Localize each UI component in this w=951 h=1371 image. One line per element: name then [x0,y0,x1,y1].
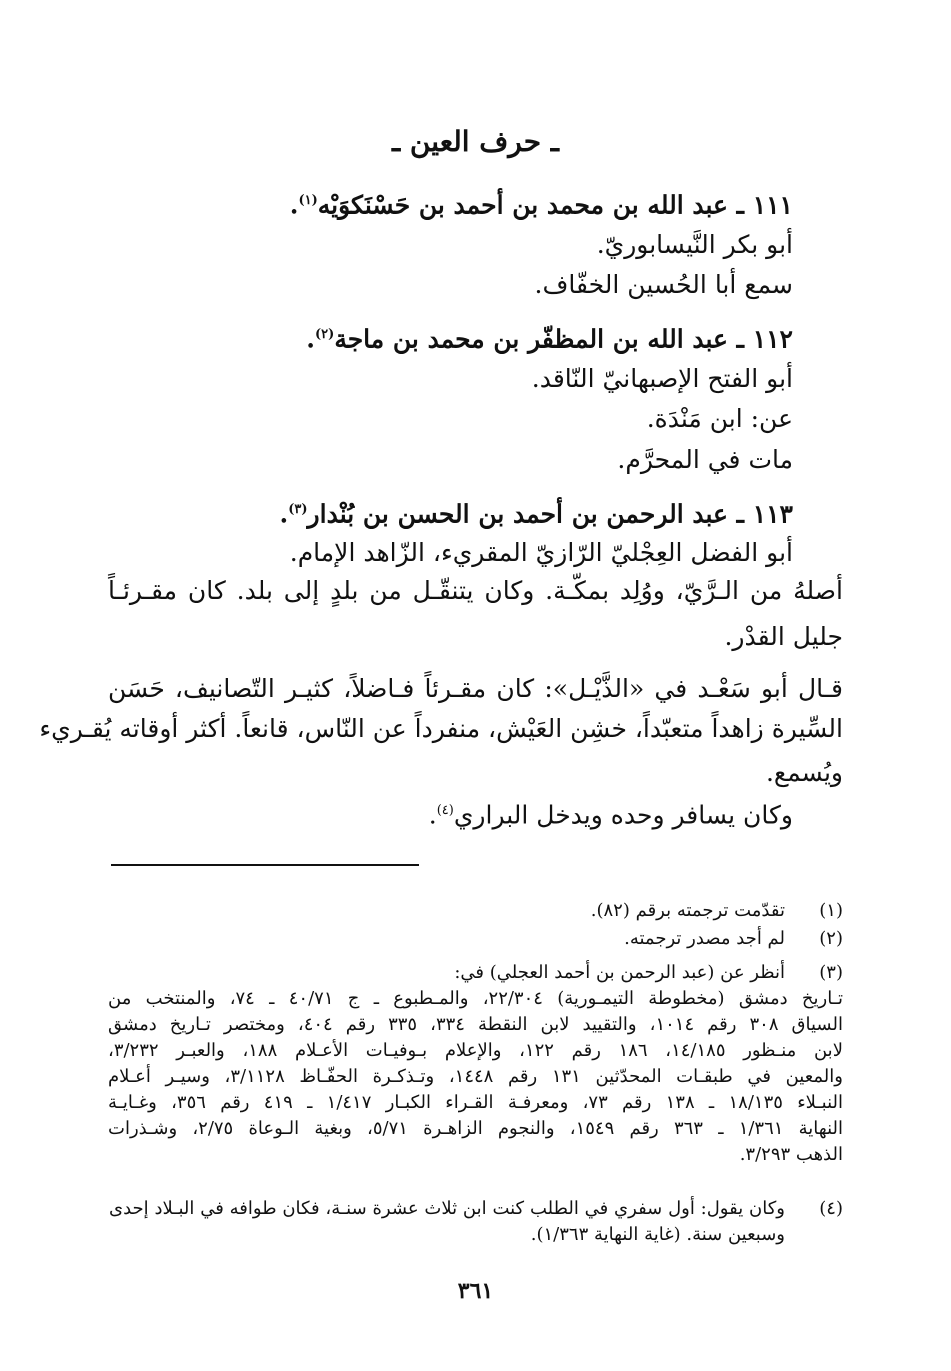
footnote-divider [111,864,419,866]
entry-113-last-line: وكان يسافر وحده ويدخل البراري$^{(٤)}$. [428,800,793,830]
footnote-line: تقدّمت ترجمته برقم (٨٢). [590,900,785,921]
footnote-number: (١) [819,900,843,921]
entry-113-quote-line: السِّيرة زاهداً متعبّداً، خشِن العَيْش، منفرداً عن النّاس، قانعاً. أكثر أوقاته يُقـريء [39,714,843,743]
footnote-line: والمعين في طبقـات المحدّثين ١٣١ رقم ١٤٤٨، وتـذكـرة الحفّـاظ ٣/١١٢٨، وسيـر أعـلام [108,1066,843,1087]
entry-113-paragraph-line: أصلهُ من الـرَّيّ، ووُلِد بمكّـة. وكان يتنقّـل من بلدٍ إلى بلد. كان مقـرئـاً [108,576,843,605]
footnote-line: الذهب ٣/٢٩٣. [739,1144,843,1165]
footnote-line: النبـلاء ١٨/١٣٥ ـ ١٣٨ رقم ٧٣، ومعرفـة القـراء الكبـار ١/٤١٧ ـ ٤١٩ رقم ٣٥٦، وغـايـة [108,1092,844,1113]
entry-113-line: أبو الفضل العِجْليّ الرّازيّ المقريء، الزّاهد الإمام. [289,538,793,567]
page-number: ٣٦١ [457,1278,494,1304]
entry-112-line: أبو الفتح الإصبهانيّ النّاقد. [531,364,793,393]
footnote-ref-4: (٤) [436,803,454,818]
entry-112-title: ١١٢ ـ عبد الله بن المظفّر بن محمد بن ماجة$^{(٢)}$. [306,324,793,354]
footnote-line: وكان يقول: أول سفري في الطلب كنت ابن ثلاث عشرة سنـة، فكان طوافه في البـلاد إحدى [109,1198,785,1219]
entry-111-title: ١١١ ـ عبد الله بن محمد بن أحمد بن حَسْنَكوَيْه$^{(١)}$. [289,190,793,220]
entry-112-line: مات في المحرَّم. [617,445,793,474]
entry-113-quote-line: ويُسمع. [765,758,843,787]
footnote-line: وسبعين سنة. (غاية النهاية ١/٣٦٣). [530,1224,785,1245]
section-heading: ـ حرف العين ـ [391,125,559,158]
footnote-number: (٤) [819,1198,843,1219]
footnote-line: أنظر عن (عبد الرحمن بن أحمد العجلي) في: [454,962,785,983]
entry-113-paragraph-line: جليل القدْر. [724,622,843,651]
footnote-line: لابن منـظور ١٤/١٨٥، ١٨٦ رقم ١٢٢، والإعلام بـوفيـات الأعـلام ١٨٨، والعبـر ٣/٢٣٢، [108,1040,843,1061]
footnote-number: (٢) [819,928,843,949]
entry-111-line: سمع أبا الحُسين الخفّاف. [534,270,793,299]
footnote-line: تـاريخ دمشق (مخطوطة التيمـورية) ٢٢/٣٠٤، والمـطبوع ـ ج ٤٠/٧١ ـ ٧٤، والمنتخب من [108,988,844,1009]
footnote-line: النهاية ١/٣٦١ ـ ٣٦٣ رقم ١٥٤٩، والنجوم الزاهـرة ٥/٧١، وبغية الـوعاة ٢/٧٥، وشـذرات [108,1118,844,1139]
entry-111-line: أبو بكر النَّيسابوريّ. [596,230,793,259]
footnote-line: لم أجد مصدر ترجمته. [624,928,785,949]
entry-112-line: عن: ابن مَنْدَة. [646,404,793,433]
footnote-line: السياق ٣٠٨ رقم ١٠١٤، والتقييد لابن النقطة ٣٣٤، ٣٣٥ رقم ٤٠٤، ومختصر تـاريخ دمشق [108,1014,843,1035]
footnote-ref-2: (٢) [315,327,335,342]
footnote-ref-3: (٣) [288,502,308,517]
entry-113-quote-line: قـال أبو سَعْـد في «الذَّيْـل»: كان مقـرئاً فـاضلاً، كثيـر التّصانيف، حَسَن [108,674,843,703]
footnote-number: (٣) [819,962,843,983]
footnote-ref-1: (١) [298,193,318,208]
entry-113-title: ١١٣ ـ عبد الرحمن بن أحمد بن الحسن بن بُنْدار$^{(٣)}$. [279,499,793,529]
